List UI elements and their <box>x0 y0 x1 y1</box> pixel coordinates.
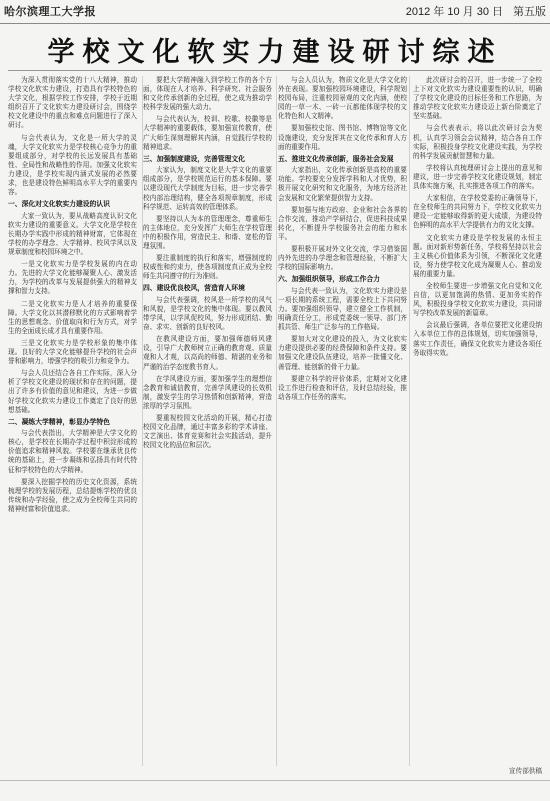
body-paragraph: 与会代表表示，将以此次研讨会为契机，认真学习领会会议精神，结合各自工作实际，积极投身学校文化建设实践，为学校的科学发展贡献智慧和力量。 <box>413 124 542 160</box>
body-paragraph: 在教风建设方面，要加强师德师风建设，引导广大教师树立正确的教育观、质量观和人才观，以高尚的师德、精湛的业务和严谨的治学态度教书育人。 <box>143 335 272 371</box>
body-paragraph: 与会代表认为，文化是一所大学的灵魂，大学文化软实力是学校核心竞争力的重要组成部分，对学校的长远发展具有基础性、全局性和战略性的作用。加强文化软实力建设，是学校实现内涵式发展的必然要求，也是建设特色鲜明高水平大学的重要内容。 <box>8 133 137 197</box>
column-1 <box>8 76 137 766</box>
newspaper-name: 哈尔滨理工大学报 <box>4 6 96 18</box>
column-divider <box>409 76 410 766</box>
body-paragraph: 要把大学精神融入到学校工作的各个方面，体现在人才培养、科学研究、社会服务和文化传承创新的全过程，使之成为推动学校科学发展的强大动力。 <box>143 76 272 112</box>
body-paragraph: 二是文化软实力是人才培养的重要保障。大学文化以其潜移默化的方式影响着学生的思想观念、价值取向和行为方式，对学生的全面成长成才具有重要作用。 <box>8 299 137 335</box>
section-heading: 三、加强制度建设，完善管理文化 <box>143 154 245 163</box>
body-paragraph: 要加大对文化建设的投入，为文化软实力建设提供必要的经费保障和条件支持。要加强文化建设队伍建设，培养一批懂文化、善管理、能创新的骨干力量。 <box>278 335 407 371</box>
body-paragraph: 要深入挖掘学校的历史文化资源，系统梳理学校的发展历程，总结提炼学校的优良传统和办学经验，使之成为全校师生共同的精神财富和价值追求。 <box>8 477 137 513</box>
body-paragraph: 与会代表强调，校风是一所学校的风气和风貌，是学校文化的集中体现。要以教风带学风，以学风促校风，努力形成团结、勤奋、求实、创新的良好校风。 <box>143 295 272 332</box>
body-paragraph: 大家一致认为，要从战略高度认识文化软实力建设的重要意义。大学文化是学校在长期办学实践中形成的精神财富，它体现在学校的办学理念、大学精神、校风学风以及规章制度和校园环境之中。 <box>8 211 137 257</box>
article-body <box>8 76 542 766</box>
body-paragraph: 大家认为，制度文化是大学文化的重要组成部分，是学校规范运行的基本保障。要以建设现代大学制度为目标，进一步完善学校内部治理结构，健全各项规章制度，形成科学规范、运转高效的管理体系。 <box>143 166 272 211</box>
page-bottom-rule <box>0 780 550 781</box>
body-paragraph: 文化软实力建设是学校发展的永恒主题。面对新形势新任务，学校将坚持以社会主义核心价值体系为引领，不断深化文化建设，努力使学校文化成为凝聚人心、推动发展的重要力量。 <box>413 233 542 278</box>
body-paragraph: 此次研讨会的召开，进一步统一了全校上下对文化软实力建设重要性的认识，明确了学校文化建设的目标任务和工作思路，为推动学校文化软实力建设迈上新台阶奠定了坚实基础。 <box>413 76 542 121</box>
body-paragraph: 与会代表指出，大学精神是大学文化的核心，是学校在长期办学过程中积淀形成的价值追求和精神风貌。学校要在继承优良传统的基础上，进一步凝练和弘扬具有时代特征和学校特色的大学精神。 <box>8 429 137 474</box>
body-paragraph: 与会人员还结合各自工作实际，深入分析了学校文化建设的现状和存在的问题，提出了许多有价值的意见和建议，为进一步做好学校文化软实力建设工作奠定了良好的思想基础。 <box>8 369 137 414</box>
body-paragraph: 学校将认真梳理研讨会上提出的意见和建议，进一步完善学校文化建设规划，制定具体实施方案，扎实推进各项工作的落实。 <box>413 163 542 191</box>
column-divider <box>276 76 277 766</box>
body-paragraph: 要重视校园文化活动的开展，精心打造校园文化品牌，通过丰富多彩的学术讲座、文艺演出、体育竞赛和社会实践活动，提升校园文化的品位和层次。 <box>143 414 272 450</box>
issue-info <box>406 3 546 19</box>
section-heading: 四、建设优良校风，营造育人环境 <box>143 284 245 293</box>
title-divider <box>8 70 542 71</box>
column-divider <box>142 76 143 766</box>
body-paragraph: 在学风建设方面，要加强学生的理想信念教育和诚信教育，完善学风建设的长效机制，激发学生的学习热情和创新精神，营造浓厚的学习氛围。 <box>143 374 272 410</box>
body-paragraph: 全校师生要进一步增强文化自觉和文化自信，以更加饱满的热情、更加务实的作风，积极投身学校文化软实力建设，共同谱写学校改革发展的新篇章。 <box>413 281 542 318</box>
body-paragraph: 大家相信，在学校党委的正确领导下，在全校师生的共同努力下，学校文化软实力建设一定能够取得新的更大成绩，为建设特色鲜明的高水平大学提供有力的文化支撑。 <box>413 194 542 230</box>
body-paragraph: 与会代表一致认为，文化软实力建设是一项长期的系统工程，需要全校上下共同努力。要加强组织领导，建立健全工作机制，明确责任分工，形成党委统一领导、部门齐抓共管、师生广泛参与的工作格局。 <box>278 286 407 332</box>
page-label: 第五版 <box>513 6 546 18</box>
body-paragraph: 要建立科学的评价体系，定期对文化建设工作进行检查和评估，及时总结经验，推动各项工作任务的落实。 <box>278 374 407 401</box>
section-heading: 五、推进文化传承创新，服务社会发展 <box>278 154 394 163</box>
column-2 <box>143 76 272 766</box>
body-paragraph: 要加强校史馆、图书馆、博物馆等文化设施建设，充分发挥其在文化传承和育人方面的重要作用。 <box>278 124 407 151</box>
body-paragraph: 与会人员认为，物质文化是大学文化的外在表现。要加强校园环境建设，科学规划校园布局，注重校园景观的文化内涵，使校园的一草一木、一砖一瓦都能体现学校的文化特色和人文精神。 <box>278 76 407 121</box>
body-paragraph: 要积极开展对外文化交流，学习借鉴国内外先进的办学理念和管理经验，不断扩大学校的国际影响力。 <box>278 245 407 272</box>
issue-date: 2012 年 10 月 30 日 <box>405 6 503 18</box>
body-paragraph: 会议最后强调，各单位要把文化建设纳入本单位工作的总体规划，切实加强领导，落实工作责任，确保文化软实力建设各项任务取得实效。 <box>413 321 542 357</box>
body-paragraph: 大家指出，文化传承创新是高校的重要功能。学校要充分发挥学科和人才优势，积极开展文化研究和文化服务，为地方经济社会发展和文化繁荣提供智力支持。 <box>278 166 407 202</box>
body-paragraph: 三是文化软实力是学校形象的集中体现。良好的大学文化能够提升学校的社会声誉和影响力，增强学校的吸引力和竞争力。 <box>8 338 137 366</box>
body-paragraph: 要加强与地方政府、企业和社会各界的合作交流，推动产学研结合，促进科技成果转化，不断提升学校服务社会的能力和水平。 <box>278 205 407 241</box>
section-heading: 六、加强组织领导，形成工作合力 <box>278 275 380 284</box>
column-4 <box>413 76 542 766</box>
section-heading: 二、凝练大学精神，彰显办学特色 <box>8 417 110 426</box>
section-heading: 一、深化对文化软实力建设的认识 <box>8 200 110 209</box>
byline: 宣传部供稿 <box>509 768 542 775</box>
masthead-bar <box>0 0 550 24</box>
body-paragraph: 一是文化软实力是学校发展的内在动力。先进的大学文化能够凝聚人心、激发活力，为学校的改革与发展提供强大的精神支撑和智力支持。 <box>8 260 137 296</box>
body-paragraph: 要注重制度的执行和落实，增强制度的权威性和约束力，使各项制度真正成为全校师生共同遵守的行为准则。 <box>143 254 272 281</box>
article-title: 学校文化软实力建设研讨综述 <box>47 37 503 68</box>
body-paragraph: 要坚持以人为本的管理理念，尊重师生的主体地位，充分发挥广大师生在学校管理中的积极作用，营造民主、和谐、宽松的管理氛围。 <box>143 214 272 250</box>
body-paragraph: 为深入贯彻落实党的十八大精神，推动学校文化软实力建设，打造具有学校特色的大学文化，根据学校工作安排，学校于近期组织召开了文化软实力建设研讨会，围绕学校文化建设中的重点和难点问题进行了深入研讨。 <box>8 76 137 130</box>
body-paragraph: 与会代表认为，校训、校歌、校徽等是大学精神的重要载体，要加强宣传教育，使广大师生深刻理解其内涵，自觉践行学校的精神追求。 <box>143 115 272 151</box>
column-3 <box>278 76 407 766</box>
